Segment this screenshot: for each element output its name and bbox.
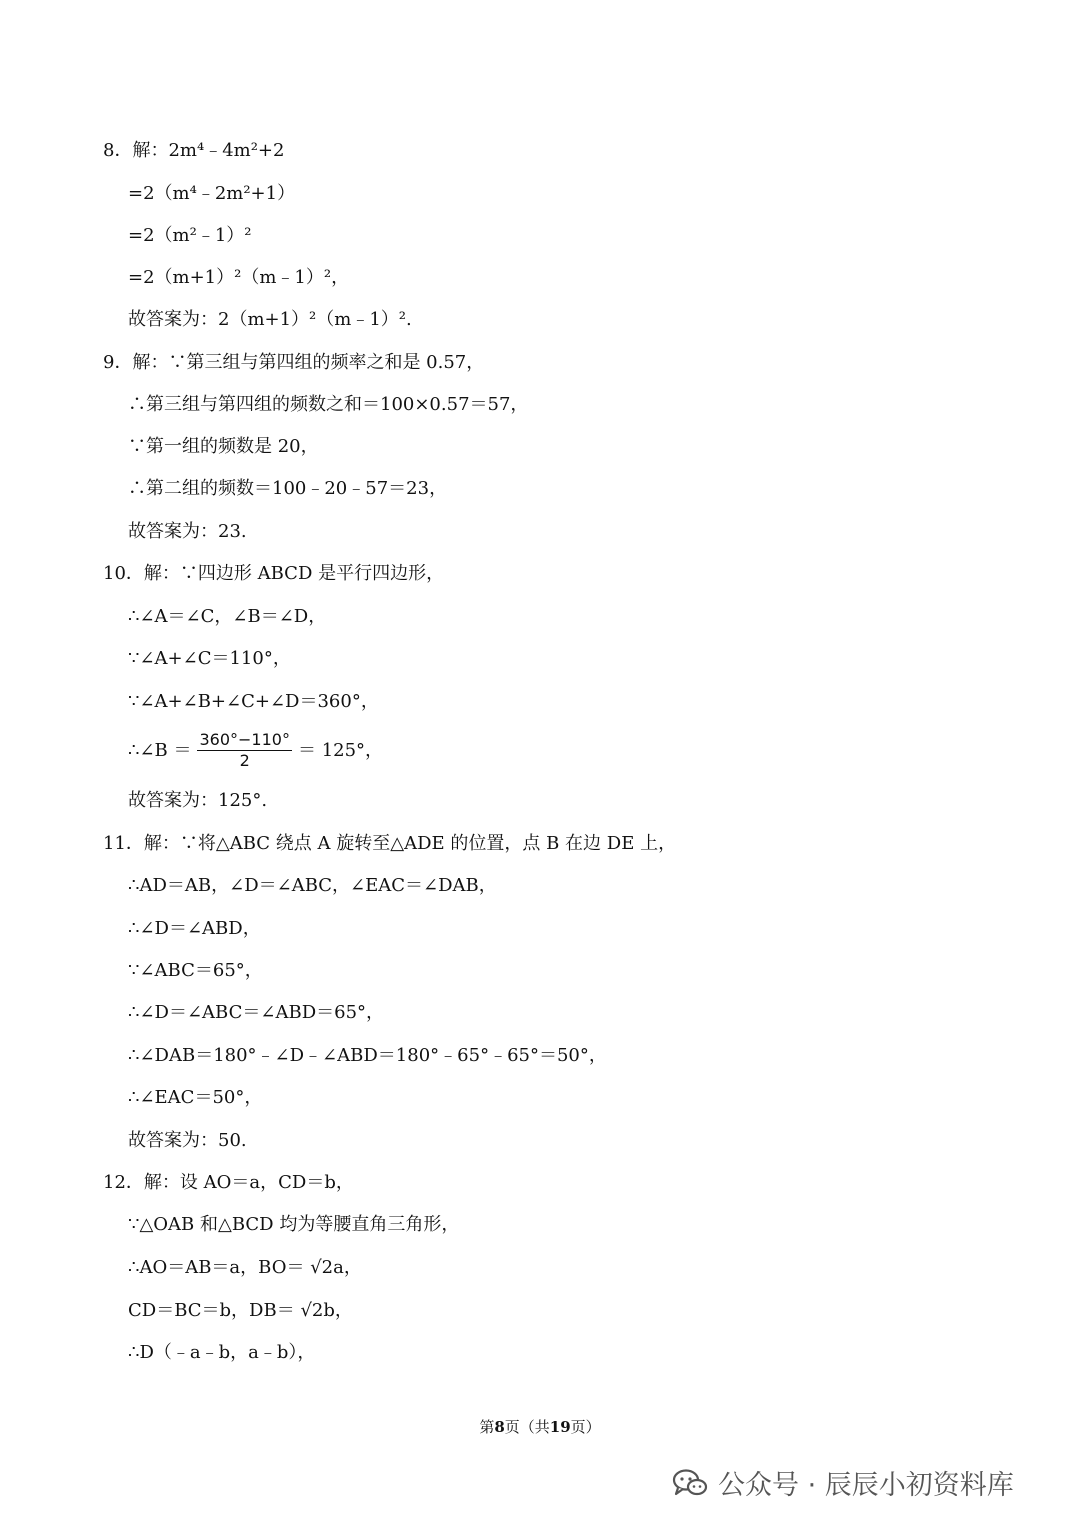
footer-prefix: 第 [479,1418,495,1436]
fraction-suffix: ＝ 125°， [297,739,384,761]
q10-answer: 故答案为：125°. [128,790,268,811]
page-footer [0,1416,1080,1437]
fraction-prefix: ∴∠B ＝ [128,739,192,761]
q11-line3: ∴∠D＝∠ABD， [128,918,261,939]
fraction-numerator: 360°−110° [199,730,290,749]
q12-line2: ∵△OAB 和△BCD 均为等腰直角三角形， [128,1214,460,1235]
q12-line5: ∴D（﹣a﹣b，a﹣b）， [128,1342,316,1363]
fraction [197,730,291,771]
q11-line6: ∴∠DAB＝180°﹣∠D﹣∠ABD＝180°﹣65°﹣65°＝50°， [128,1045,607,1066]
footer-suffix: 页） [570,1418,601,1436]
q11-line4: ∵∠ABC＝65°， [128,960,263,981]
q11-line2: ∴AD＝AB，∠D＝∠ABC，∠EAC＝∠DAB， [128,875,497,896]
q9-answer: 故答案为：23. [128,521,247,542]
fraction-denominator: 2 [239,751,250,770]
q11-line5: ∴∠D＝∠ABC＝∠ABD＝65°， [128,1002,385,1023]
q10-line2: ∴∠A＝∠C，∠B＝∠D， [128,606,327,627]
q10-line4: ∵∠A+∠B+∠C+∠D＝360°， [128,691,379,712]
q9-line4: ∴第二组的频数＝100﹣20﹣57＝23， [128,478,448,499]
q11-answer: 故答案为：50. [128,1130,247,1151]
q9-line3: ∵第一组的频数是 20， [128,436,319,457]
q8-line3: =2（m²﹣1）² [128,225,252,246]
footer-mid: 页（共 [504,1418,550,1436]
q9-line2: ∴第三组与第四组的频数之和＝100×0.57＝57， [128,394,529,415]
q12-line4: CD＝BC＝b，DB＝ √2b， [128,1300,353,1321]
q11-line7: ∴∠EAC＝50°， [128,1087,263,1108]
q8-answer: 故答案为：2（m+1）²（m﹣1）². [128,309,412,330]
q12-line1: 12．解：设 AO＝a，CD＝b， [103,1172,354,1193]
q8-line1: 8．解：2m⁴﹣4m²+2 [103,140,285,161]
q10-line3: ∵∠A+∠C＝110°， [128,648,291,669]
footer-page-number: 8 [494,1418,505,1436]
q12-line3: ∴AO＝AB＝a，BO＝ √2a， [128,1257,362,1278]
wechat-icon [672,1468,708,1498]
q8-line4: =2（m+1）²（m﹣1）²， [128,267,350,288]
watermark-text: 公众号 · 辰辰小初资料库 [718,1470,1014,1501]
footer-page-total: 19 [549,1418,571,1436]
q9-line1: 9．解：∵第三组与第四组的频率之和是 0.57， [103,352,485,373]
watermark [672,1463,1014,1502]
q10-line1: 10．解：∵四边形 ABCD 是平行四边形， [103,563,445,584]
q11-line1: 11．解：∵将△ABC 绕点 A 旋转至△ADE 的位置，点 B 在边 DE 上， [103,833,677,854]
q10-fraction-line [128,730,383,771]
q8-line2: =2（m⁴﹣2m²+1） [128,183,296,204]
